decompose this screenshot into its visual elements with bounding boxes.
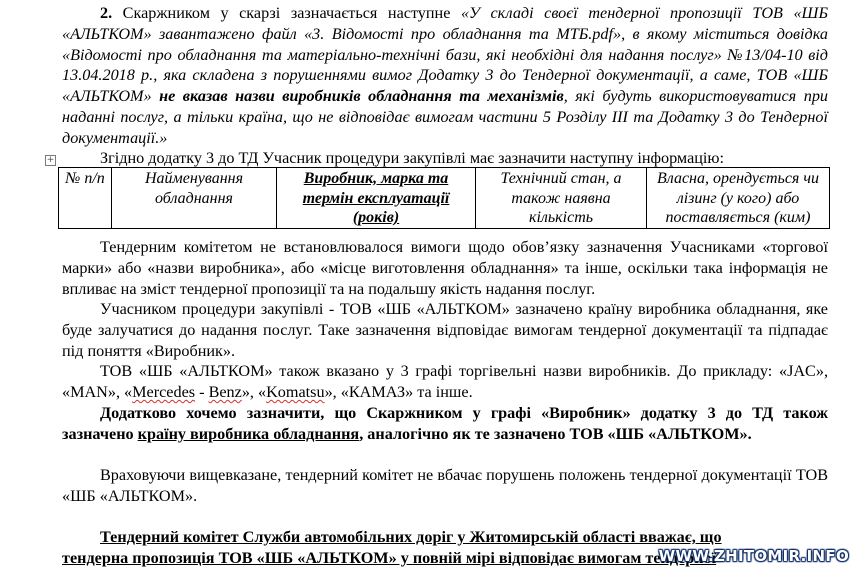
complaint-quote-part1: «У складі своєї тендерної пропозиції ТОВ «ШБ «АЛЬТКОМ» завантажено файл «3. Відомості про обладнання та МТБ.pdf», в якому міститься довідка «Відомості про обладнання та матеріально-технічні бази, які необхідні для надання послуг» №13/04-10 від 13.04.2018 р., яка складена з порушеннями вимог Додатку 3 до Тендерної документації, а саме, ТОВ «ШБ «АЛЬТКОМ»: [62, 4, 828, 106]
paragraph-conclusion: Враховуючи вищевказане, тендерний комітет не вбачає порушень положень тендерної документації ТОВ «ШБ «АЛЬТКОМ».: [62, 466, 828, 505]
note-text-start: Додатково хочемо зазначити, що Скаржником у графі «Виробник» додатку 3 до ТД також зазначено: [62, 404, 828, 443]
paragraph-complaint-quote: [62, 3, 828, 149]
complaint-intro: Скаржником у скарзі зазначається наступне: [112, 4, 461, 22]
table-row: [59, 168, 830, 229]
note-underlined: країну виробника обладнання: [137, 424, 360, 443]
trade-names-text: ТОВ «ШБ «АЛЬТКОМ» також вказано у 3 графі торгівельні назви виробників. До прикладу: «JAC», «MAN», «: [62, 362, 828, 401]
item-number: 2.: [100, 4, 113, 22]
note-text-end: , аналогічно як те зазначено ТОВ «ШБ «АЛЬТКОМ».: [359, 424, 752, 443]
site-watermark: WWW.ZHITOMIR.INFO: [658, 547, 849, 566]
paragraph-additional-note: [62, 403, 828, 445]
manufacturer-header-text: Виробник, марка та термін експлуатації (років): [302, 170, 450, 226]
paragraph-final-line1: Тендерний комітет Служби автомобільних доріг у Житомирській області вважає, що: [100, 528, 722, 546]
paragraph-appendix-intro: Згідно додатку 3 до ТД Учасник процедури закупівлі має зазначити наступну інформацію:: [100, 149, 725, 167]
requirements-table: [58, 167, 830, 229]
table-cell-manufacturer: [277, 168, 476, 229]
table-cell-ownership: Власна, орендується чи лізинг (у кого) або поставляється (ким): [647, 168, 830, 229]
complaint-quote-part2: , які будуть використовуватися при наданні послуг, а тільки країна, що не відповідає вимогам частини 5 Розділу ІІІ та Додатку 3 до Тендерної документації.»: [62, 87, 829, 147]
table-move-handle-icon[interactable]: +: [46, 155, 55, 165]
brand-komatsu: Komatsu: [266, 382, 325, 401]
trade-names-dash: -: [195, 382, 209, 401]
brand-benz: Benz: [208, 382, 242, 401]
trade-names-sep: », «: [241, 382, 267, 401]
brand-mercedes: Mercedes: [132, 382, 196, 401]
table-cell-number: № п/п: [59, 168, 112, 229]
paragraph-final-line2: тендерна пропозиція ТОВ «ШБ «АЛЬТКОМ» у повній мірі відповідає вимогам тендерної: [62, 549, 717, 567]
paragraph-committee-requirements: Тендерним комітетом не встановлювалося вимоги щодо обов’язку зазначення Учасниками «торгової марки» або «назви виробника», або «місце виготовлення обладнання» та інше, оскільки така інформація не впливає на зміст тендерної пропозиції та на подальшу якість надання послуг.: [62, 238, 828, 298]
paragraph-participant-country: Учасником процедури закупівлі - ТОВ «ШБ «АЛЬТКОМ» зазначено країну виробника обладнання, яке буде залучатися до надання послуг. Таке зазначення відповідає вимогам тендерної документації та підпадає під поняття «Виробник».: [62, 300, 828, 360]
paragraph-trade-names: [62, 361, 828, 403]
table-cell-equipment-name: Найменування обладнання: [112, 168, 277, 229]
trade-names-end: », «КАМАЗ» та інше.: [324, 382, 473, 401]
complaint-quote-bold: не вказав назви виробників обладнання та механізмів: [159, 87, 564, 106]
table-cell-technical-state: Технічний стан, а також наявна кількість: [476, 168, 647, 229]
